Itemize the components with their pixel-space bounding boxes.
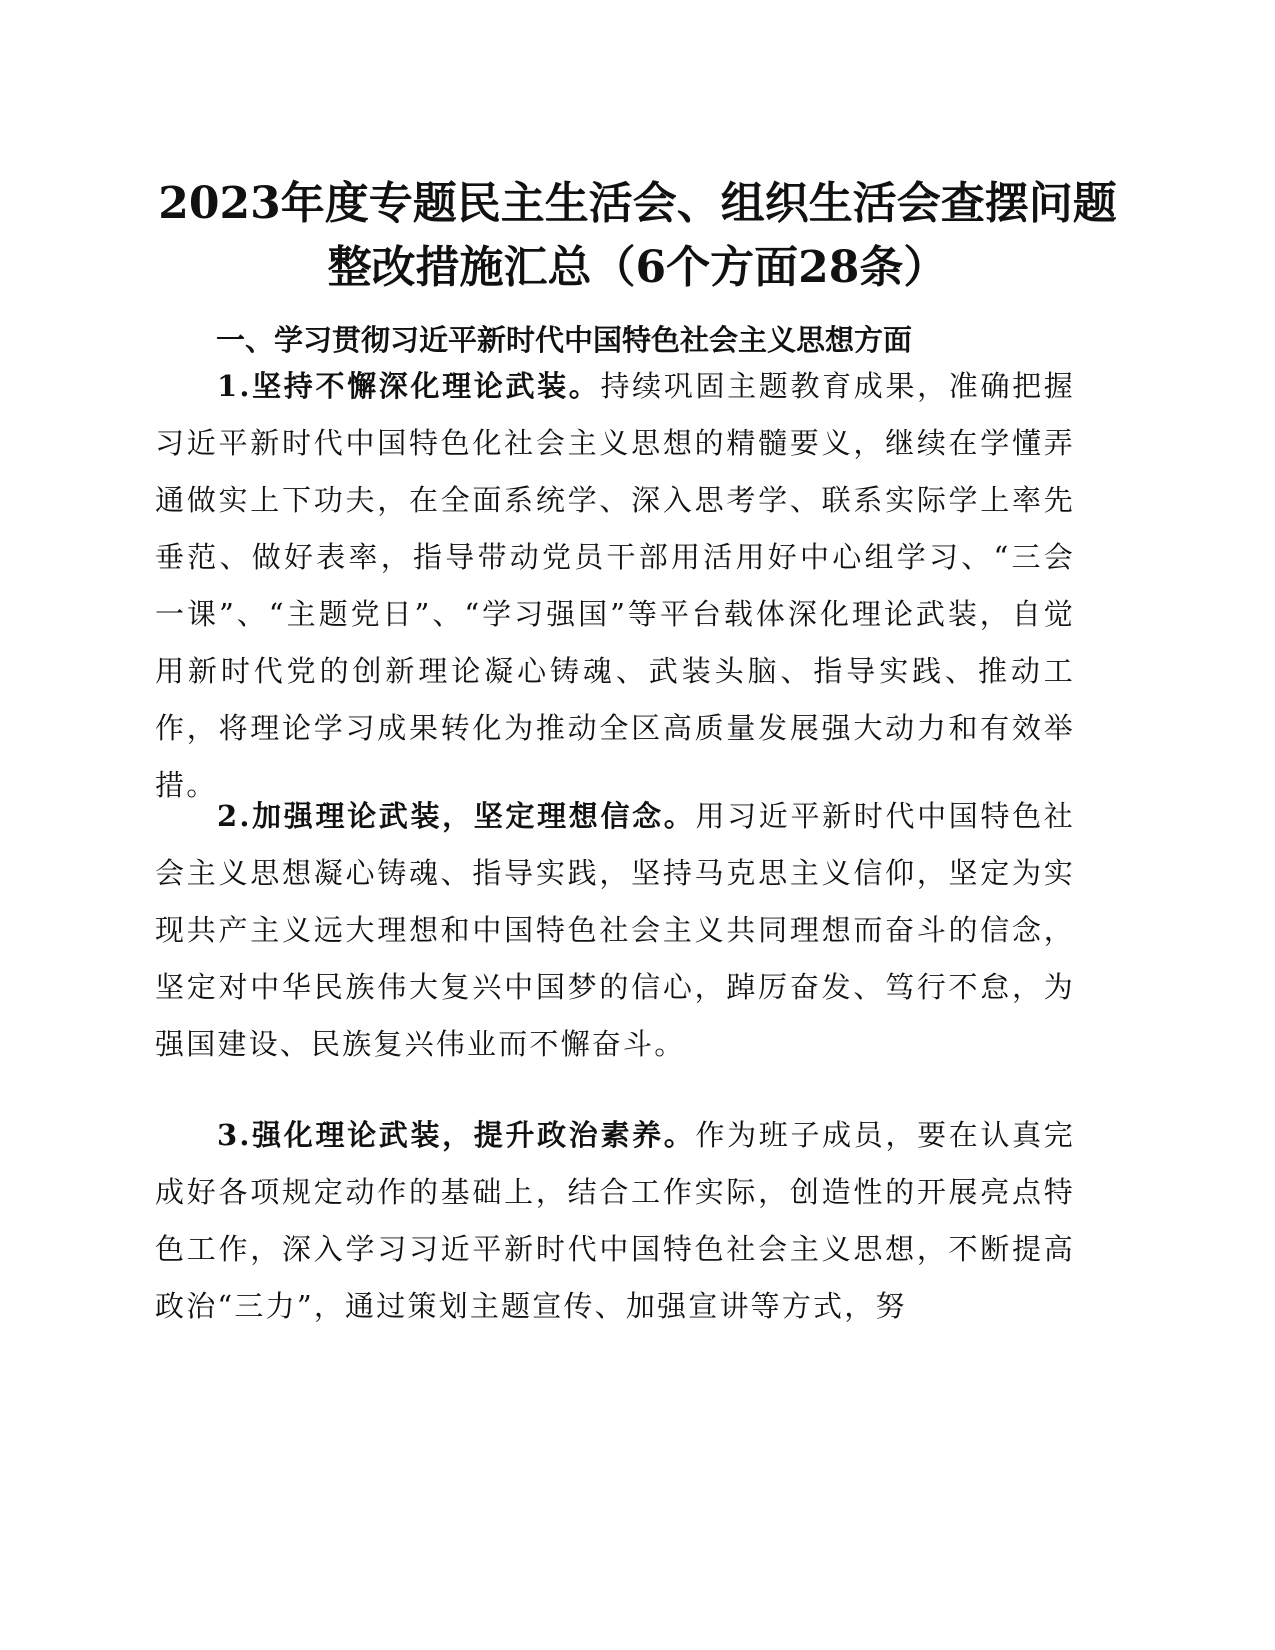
- paragraph-item-2: [155, 788, 1075, 1073]
- paragraph-item-3: [155, 1107, 1075, 1335]
- paragraph-lead: 3.强化理论武装，提升政治素养。: [217, 1118, 696, 1152]
- paragraph-lead: 1.坚持不懈深化理论武装。: [217, 369, 601, 403]
- paragraph-lead: 2.加强理论武装，坚定理想信念。: [217, 799, 696, 833]
- paragraph-body: 持续巩固主题教育成果，准确把握习近平新时代中国特色化社会主义思想的精髓要义，继续在学懂弄通做实上下功夫，在全面系统学、深入思考学、联系实际学上率先垂范、做好表率，指导带动党员干部用活用好中心组学习、“三会一课”、“主题党日”、“学习强国”等平台载体深化理论武装，自觉用新时代党的创新理论凝心铸魂、武装头脑、指导实践、推动工作，将理论学习成果转化为推动全区高质量发展强大动力和有效举措。: [155, 369, 1075, 802]
- paragraph-body: 用习近平新时代中国特色社会主义思想凝心铸魂、指导实践，坚持马克思主义信仰，坚定为实现共产主义远大理想和中国特色社会主义共同理想而奋斗的信念，坚定对中华民族伟大复兴中国梦的信心，踔厉奋发、笃行不怠，为强国建设、民族复兴伟业而不懈奋斗。: [155, 799, 1075, 1061]
- section-heading: 一、学习贯彻习近平新时代中国特色社会主义思想方面: [216, 323, 913, 357]
- paragraph-item-1: [155, 358, 1075, 814]
- document-title: 2023年度专题民主生活会、组织生活会查摆问题整改措施汇总（6个方面28条）: [158, 178, 1117, 293]
- paragraph-body: 作为班子成员，要在认真完成好各项规定动作的基础上，结合工作实际，创造性的开展亮点特色工作，深入学习习近平新时代中国特色社会主义思想，不断提高政治“三力”，通过策划主题宣传、加强宣讲等方式，努: [155, 1118, 1075, 1323]
